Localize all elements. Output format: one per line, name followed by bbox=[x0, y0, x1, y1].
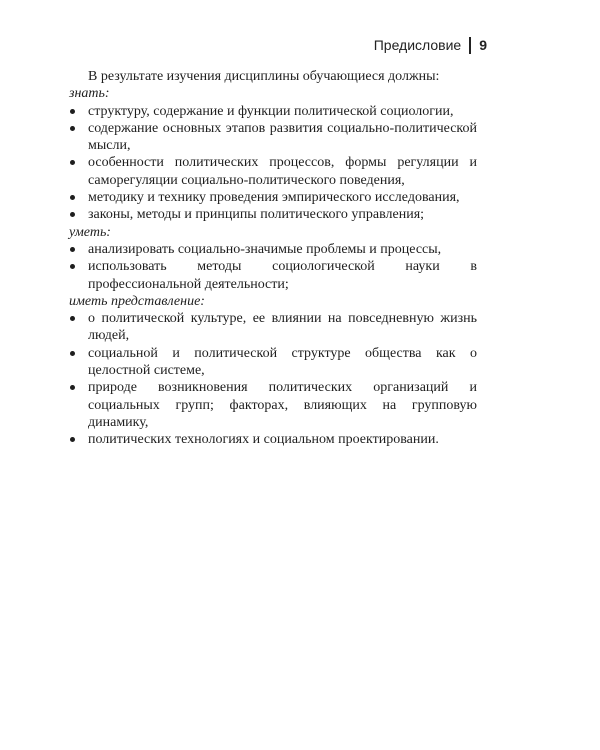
bullet-icon bbox=[70, 385, 75, 390]
list-item bbox=[69, 189, 477, 206]
list-item bbox=[69, 310, 477, 345]
list-item-text: политических технологиях и социальном проектировании. bbox=[88, 432, 439, 448]
list-item bbox=[69, 206, 477, 223]
bullet-icon bbox=[70, 109, 75, 114]
list-item-text: о политической культуре, ее влиянии на повседневную жизнь людей, bbox=[88, 311, 477, 344]
list-item bbox=[69, 379, 477, 431]
bullet-icon bbox=[70, 247, 75, 252]
list-item bbox=[69, 241, 477, 258]
list-item bbox=[69, 120, 477, 155]
bullet-icon bbox=[70, 264, 75, 269]
list-item-text: природе возникновения политических организаций и социальных групп; факторах, влияющих на групповую динамику, bbox=[88, 380, 477, 430]
understand-list bbox=[69, 310, 477, 448]
page-body bbox=[69, 68, 477, 449]
list-item-text: анализировать социально-значимые проблемы и процессы, bbox=[88, 241, 442, 257]
list-item bbox=[69, 345, 477, 380]
list-item bbox=[69, 258, 477, 293]
bullet-icon bbox=[70, 195, 75, 200]
section-label-understand: иметь представление: bbox=[69, 293, 205, 309]
list-item bbox=[69, 431, 477, 448]
page-number: 9 bbox=[479, 37, 487, 53]
bullet-icon bbox=[70, 126, 75, 131]
know-list bbox=[69, 103, 477, 224]
bullet-icon bbox=[70, 437, 75, 442]
list-item-text: использовать методы социологической науки в профессиональной деятельности; bbox=[88, 259, 477, 292]
list-item-text: социальной и политической структуре общества как о целостной системе, bbox=[88, 345, 477, 379]
list-item-text: методику и технику проведения эмпирического исследования, bbox=[88, 190, 460, 206]
running-head bbox=[374, 34, 487, 56]
bullet-icon bbox=[70, 351, 75, 356]
list-item-text: структуру, содержание и функции политической социологии, bbox=[88, 103, 454, 119]
bullet-icon bbox=[70, 160, 75, 165]
list-item bbox=[69, 103, 477, 120]
section-label-know: знать: bbox=[69, 86, 110, 102]
bullet-icon bbox=[70, 212, 75, 217]
list-item-text: содержание основных этапов развития социально-политической мысли, bbox=[88, 120, 477, 154]
list-item-text: законы, методы и принципы политического управления; bbox=[88, 207, 425, 223]
list-item bbox=[69, 154, 477, 189]
intro-paragraph: В результате изучения дисциплины обучающиеся должны: bbox=[88, 69, 440, 84]
list-item-text: особенности политических процессов, формы регуляции и саморегуляции социально-политического поведения, bbox=[88, 155, 477, 188]
header-separator bbox=[469, 37, 471, 54]
bullet-icon bbox=[70, 316, 75, 321]
section-title: Предисловие bbox=[373, 37, 462, 53]
section-label-can: уметь: bbox=[69, 224, 111, 240]
can-list bbox=[69, 241, 477, 293]
